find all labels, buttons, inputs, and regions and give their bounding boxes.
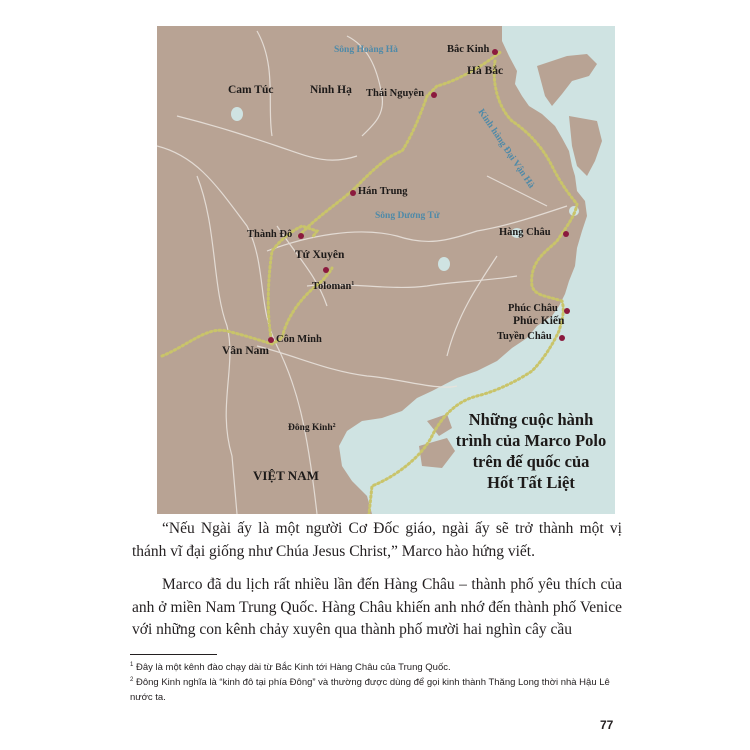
map-title-line: Hốt Tất Liệt: [487, 473, 575, 492]
footnote-divider: [130, 654, 217, 655]
city-label-han-trung: Hán Trung: [358, 186, 408, 197]
city-label-con-minh: Côn Minh: [276, 334, 322, 345]
footnote-2: $^2$ Đông Kinh nghĩa là “kinh đô tại phía Đông” và thường được dùng để gọi kinh thành Thăng Long thời nhà Hậu Lê nước ta.: [130, 677, 610, 704]
city-label-bac-kinh: Bắc Kinh: [447, 44, 490, 55]
page-number: 77: [600, 718, 614, 732]
region-label-van-nam: Vân Nam: [222, 345, 269, 357]
map-title-line: trên đế quốc của: [472, 452, 590, 471]
city-label-phuc-chau: Phúc Châu: [508, 303, 558, 314]
region-label-ha-bac: Hà Bắc: [467, 65, 504, 77]
river-label-duong-tu: Sông Dương Tử: [375, 211, 440, 221]
region-label-viet-nam: VIỆT NAM: [253, 468, 319, 483]
footnote-1: $^1$ Đây là một kênh đào chạy dài từ Bắc Kinh tới Hàng Châu của Trung Quốc.: [130, 662, 451, 674]
map-title-line: trình của Marco Polo: [455, 431, 607, 450]
body-paragraph: Marco đã du lịch rất nhiều lần đến Hàng Châu – thành phố yêu thích của anh ở miền Nam Trung Quốc. Hàng Châu khiến anh nhớ đến thành phố Venice với những con kênh chảy xuyên qua thành phố mười hai nghìn cây cầu: [132, 576, 622, 638]
map-title-line: Những cuộc hành: [468, 410, 594, 429]
body-paragraph: “Nếu Ngài ấy là một người Cơ Đốc giáo, ngài ấy sẽ trở thành một vị thánh vĩ đại giống như Chúa Jesus Christ,” Marco hào hứng viết.: [132, 520, 622, 560]
map-title: [455, 409, 607, 493]
region-label-ninh-ha: Ninh Hạ: [310, 84, 352, 96]
river-label-hoang-ha: Sông Hoàng Hà: [334, 45, 398, 55]
city-label-thanh-do: Thành Đô: [247, 229, 293, 240]
region-label-phuc-kien: Phúc Kiến: [513, 315, 565, 327]
river-label-dai-van-ha: Kinh hàng Đại Vận Hà: [475, 107, 536, 191]
city-label-dong-kinh: Đông Kinh$^2$: [288, 423, 336, 433]
region-label-cam-tuc: Cam Túc: [228, 84, 274, 96]
city-label-toloman: Toloman$^1$: [312, 281, 355, 292]
region-label-tu-xuyen: Tứ Xuyên: [295, 249, 345, 261]
city-label-hang-chau: Hàng Châu: [499, 227, 551, 238]
city-label-thai-nguyen: Thái Nguyên: [366, 88, 425, 99]
city-label-tuyen-chau: Tuyền Châu: [497, 331, 552, 342]
